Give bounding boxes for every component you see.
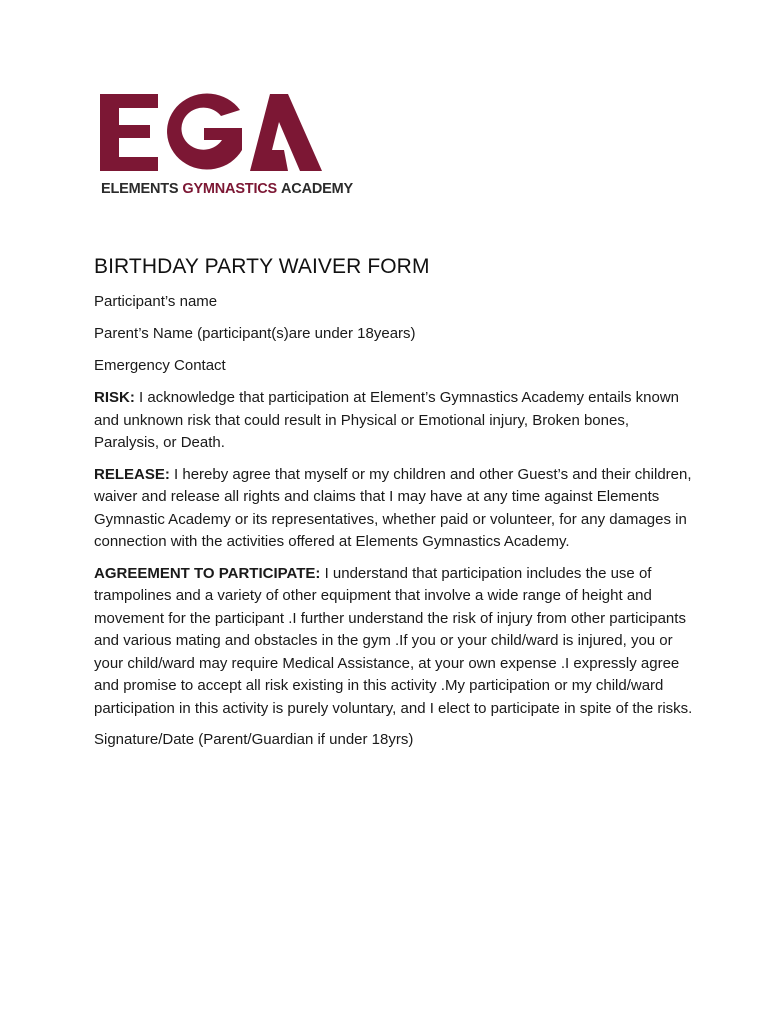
signature-date-label: Signature/Date (Parent/Guardian if under 18yrs) bbox=[94, 731, 414, 748]
parent-name-label: Parent’s Name (participant(s)are under 18years) bbox=[94, 325, 416, 342]
logo-letter-g bbox=[167, 94, 242, 170]
logo-tagline-elements: ELEMENTS bbox=[101, 181, 179, 197]
svg-text:ELEMENTSGYMNASTICSACADEMY bbox=[101, 181, 353, 197]
release-paragraph bbox=[94, 464, 694, 554]
form-title: BIRTHDAY PARTY WAIVER FORM bbox=[94, 255, 430, 278]
emergency-contact-label: Emergency Contact bbox=[94, 357, 226, 374]
agreement-heading: AGREEMENT TO PARTICIPATE: bbox=[94, 564, 321, 582]
agreement-text: I understand that participation includes the use of trampolines and a variety of other equipment that involve a wide range of height and movement for the participant .I further understand the risk of injury from other participants and various mating and obstacles in the gym .If you or your child/ward is injured, you or your child/ward may require Medical Assistance, at your own expense .I expressly agree and promise to accept all risk existing in this activity .My participation or my child/ward participation in this activity is purely voluntary, and I elect to participate in spite of the risks. bbox=[94, 564, 693, 717]
release-text: I hereby agree that myself or my children and other Guest’s and their children, waiver and release all rights and claims that I may have at any time against Elements Gymnastic Academy or its representatives, whether paid or volunteer, for any damages in connection with the activities offered at Elements Gymnastics Academy. bbox=[94, 465, 692, 550]
logo-tagline-gymnastics: GYMNASTICS bbox=[182, 181, 278, 197]
risk-paragraph bbox=[94, 387, 694, 455]
waiver-content bbox=[94, 255, 694, 761]
ega-logo-graphic bbox=[100, 92, 353, 197]
logo-letter-a bbox=[250, 94, 322, 171]
logo-letter-e bbox=[100, 94, 158, 171]
logo-tagline-academy: ACADEMY bbox=[281, 181, 353, 197]
risk-text: I acknowledge that participation at Element’s Gymnastics Academy entails known and unknown risk that could result in Physical or Emotional injury, Broken bones, Paralysis, or Death. bbox=[94, 389, 680, 451]
participant-name-label: Participant’s name bbox=[94, 293, 218, 310]
risk-heading: RISK: bbox=[94, 389, 135, 406]
ega-logo bbox=[100, 92, 353, 197]
agreement-paragraph bbox=[94, 563, 694, 721]
release-heading: RELEASE: bbox=[94, 465, 170, 483]
